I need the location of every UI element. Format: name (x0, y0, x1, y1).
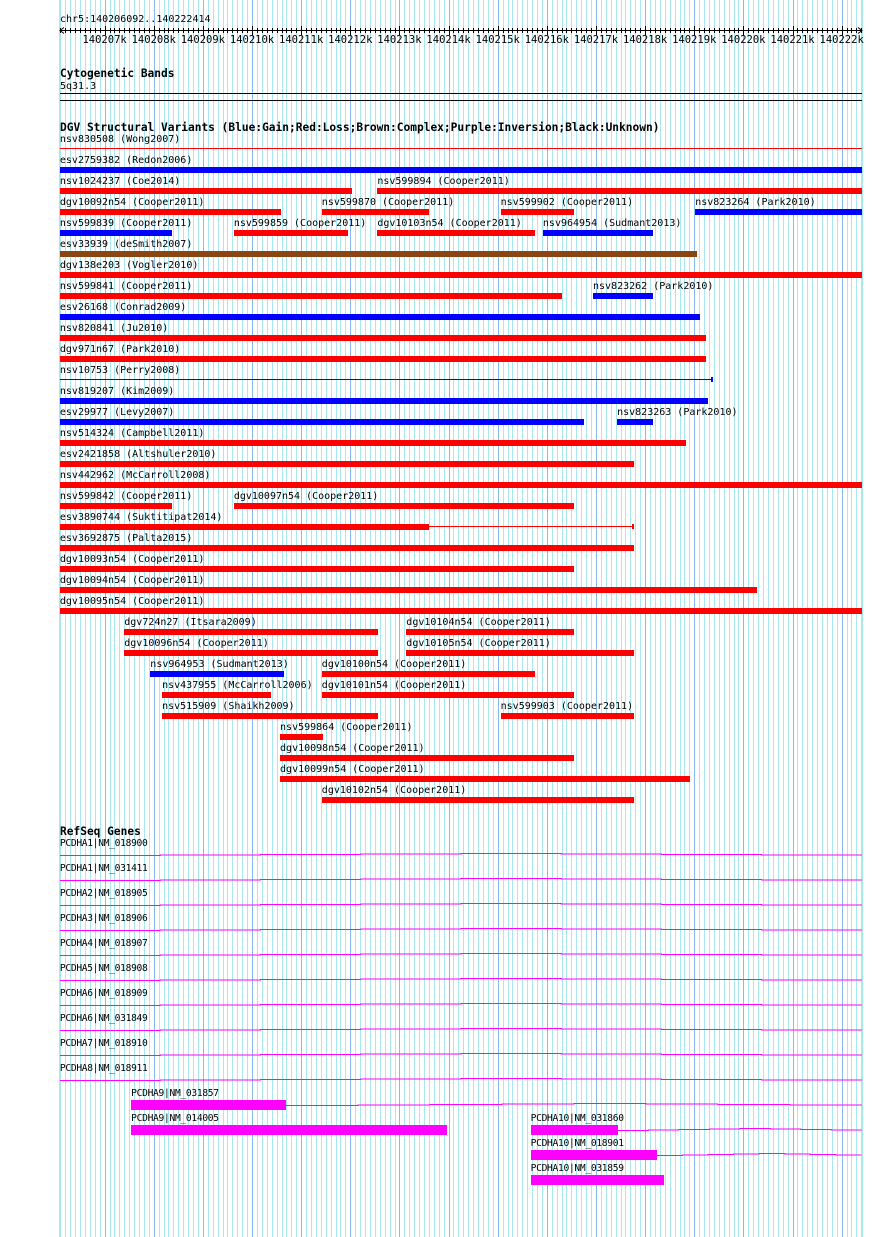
variant-label: dgv10092n54 (Cooper2011) (59, 197, 205, 208)
variant-label: dgv10103n54 (Cooper2011) (377, 218, 522, 229)
variant-bar[interactable] (60, 440, 686, 446)
gene-label: PCDHA10|NM_031860 (530, 1113, 624, 1124)
variant-label: nsv10753 (Perry2008) (59, 365, 181, 376)
ruler-tick-label: 140209k (180, 34, 225, 46)
variant-bar[interactable] (60, 503, 173, 509)
variant-bar-thin[interactable] (60, 379, 714, 380)
variant-bar[interactable] (60, 314, 700, 320)
gene-label: PCDHA1|NM_018900 (59, 838, 148, 849)
cytoband-line-bottom (60, 100, 862, 101)
variant-label: dgv724n27 (Itsara2009) (124, 617, 257, 628)
variant-bar[interactable] (60, 230, 173, 236)
variant-bar[interactable] (60, 272, 862, 278)
variant-bar[interactable] (150, 671, 284, 677)
variant-bar[interactable] (124, 629, 378, 635)
variant-bar[interactable] (280, 755, 574, 761)
variant-bar-thin[interactable] (60, 148, 862, 149)
variant-label: dgv971n67 (Park2010) (59, 344, 181, 355)
gene-exon[interactable] (131, 1100, 286, 1110)
variant-bar[interactable] (280, 734, 323, 740)
variant-label: esv26168 (Conrad2009) (59, 302, 187, 313)
ruler-tick-label: 140222k (819, 34, 864, 46)
variant-label: nsv437955 (McCarroll2006) (162, 680, 313, 691)
gene-label: PCDHA9|NM_031857 (131, 1088, 219, 1099)
variant-bar[interactable] (60, 209, 281, 215)
variant-label: esv33939 (deSmith2007) (59, 239, 193, 250)
variant-label: nsv442962 (McCarroll2008) (59, 470, 211, 481)
variant-label: dgv10101n54 (Cooper2011) (321, 680, 467, 691)
variant-bar[interactable] (124, 650, 378, 656)
variant-label: dgv10097n54 (Cooper2011) (233, 491, 379, 502)
variant-bar[interactable] (322, 209, 430, 215)
gene-exon[interactable] (531, 1150, 658, 1160)
variant-bar[interactable] (406, 629, 574, 635)
variant-label: esv2759382 (Redon2006) (59, 155, 193, 166)
cytoband-line-top (60, 93, 862, 94)
gene-intron-line (60, 949, 862, 961)
ruler-tick-label: 140219k (672, 34, 717, 46)
ruler-tick-label: 140215k (475, 34, 520, 46)
variant-label: esv2421858 (Altshuler2010) (59, 449, 217, 460)
variant-bar-thin[interactable] (429, 526, 634, 527)
gene-label: PCDHA6|NM_018909 (59, 988, 148, 999)
variant-label: nsv964953 (Sudmant2013) (150, 659, 289, 670)
gene-exon[interactable] (531, 1125, 618, 1135)
ruler-tick-label: 140217k (573, 34, 619, 46)
gene-exon[interactable] (131, 1125, 446, 1135)
gene-label: PCDHA7|NM_018910 (59, 1038, 148, 1049)
gene-label: PCDHA6|NM_031849 (59, 1013, 148, 1024)
variant-bar[interactable] (60, 167, 862, 173)
variant-bar[interactable] (322, 671, 535, 677)
gene-intron-line (60, 1074, 862, 1086)
variant-bar[interactable] (60, 566, 574, 572)
gene-intron-line (60, 974, 862, 986)
ruler-tick-label: 140207k (82, 34, 127, 46)
dgv-track-title: DGV Structural Variants (Blue:Gain;Red:Loss;Brown:Complex;Purple:Inversion;Black:Unknown) (60, 121, 660, 134)
variant-bar[interactable] (60, 608, 862, 614)
variant-label: dgv10096n54 (Cooper2011) (124, 638, 269, 649)
variant-bar[interactable] (234, 230, 348, 236)
variant-bar[interactable] (60, 356, 706, 362)
gene-intron-line (286, 1099, 862, 1111)
variant-bar[interactable] (322, 797, 635, 803)
variant-bar[interactable] (280, 776, 690, 782)
variant-end-tick (711, 377, 713, 382)
variant-bar[interactable] (60, 482, 862, 488)
variant-bar[interactable] (60, 188, 352, 194)
variant-label: nsv599894 (Cooper2011) (377, 176, 510, 187)
ruler-tick-label: 140220k (721, 34, 766, 46)
gene-intron-line (60, 1024, 862, 1036)
variant-bar[interactable] (60, 461, 634, 467)
variant-label: esv29977 (Levy2007) (59, 407, 175, 418)
gene-intron-line (60, 924, 862, 936)
gene-label: PCDHA10|NM_031859 (530, 1163, 624, 1174)
variant-bar[interactable] (162, 713, 378, 719)
variant-label: dgv10094n54 (Cooper2011) (59, 575, 205, 586)
variant-label: dgv10098n54 (Cooper2011) (280, 743, 425, 754)
variant-label: nsv823262 (Park2010) (593, 281, 714, 292)
ruler-tick-label: 140213k (377, 34, 422, 46)
variant-bar[interactable] (501, 209, 574, 215)
gene-intron-line (657, 1149, 861, 1161)
variant-label: esv3890744 (Suktitipat2014) (59, 512, 223, 523)
variant-label: nsv515909 (Shaikh2009) (162, 701, 295, 712)
variant-label: nsv599870 (Cooper2011) (321, 197, 455, 208)
gene-label: PCDHA2|NM_018905 (59, 888, 148, 899)
ruler-tick-label: 140221k (770, 34, 815, 46)
variant-label: dgv10104n54 (Cooper2011) (406, 617, 551, 628)
variant-bar[interactable] (377, 230, 535, 236)
variant-bar[interactable] (60, 251, 697, 257)
variant-label: nsv599903 (Cooper2011) (500, 701, 634, 712)
variant-label: nsv1024237 (Coe2014) (59, 176, 181, 187)
gene-label: PCDHA4|NM_018907 (59, 938, 148, 949)
variant-label: dgv10093n54 (Cooper2011) (59, 554, 205, 565)
variant-label: nsv830508 (Wong2007) (59, 134, 181, 145)
variant-bar[interactable] (60, 335, 706, 341)
gene-label: PCDHA9|NM_014005 (131, 1113, 219, 1124)
region-label: chr5:140206092..140222414 (60, 14, 211, 25)
variant-bar[interactable] (322, 692, 574, 698)
variant-bar[interactable] (406, 650, 634, 656)
variant-label: dgv138e203 (Vogler2010) (59, 260, 199, 271)
variant-bar[interactable] (60, 419, 584, 425)
variant-bar[interactable] (60, 587, 757, 593)
variant-end-tick (632, 524, 634, 529)
gene-label: PCDHA5|NM_018908 (59, 963, 148, 974)
variant-label: dgv10095n54 (Cooper2011) (59, 596, 205, 607)
variant-label: nsv599839 (Cooper2011) (59, 218, 193, 229)
variant-bar[interactable] (60, 545, 634, 551)
gene-label: PCDHA1|NM_031411 (59, 863, 148, 874)
ruler-tick-label: 140216k (524, 34, 569, 46)
variant-bar[interactable] (501, 713, 635, 719)
variant-label: dgv10102n54 (Cooper2011) (321, 785, 467, 796)
variant-label: nsv514324 (Campbell2011) (59, 428, 205, 439)
variant-label: nsv823263 (Park2010) (617, 407, 738, 418)
variant-label: nsv819207 (Kim2009) (59, 386, 175, 397)
ruler-tick-label: 140211k (279, 34, 324, 46)
variant-label: nsv599864 (Cooper2011) (280, 722, 413, 733)
variant-label: dgv10105n54 (Cooper2011) (406, 638, 551, 649)
gene-label: PCDHA10|NM_018901 (530, 1138, 624, 1149)
variant-bar[interactable] (377, 188, 861, 194)
variant-bar[interactable] (162, 692, 271, 698)
ruler-tick-label: 140208k (131, 34, 176, 46)
refseq-track-title: RefSeq Genes (60, 825, 141, 838)
variant-label: nsv599859 (Cooper2011) (233, 218, 367, 229)
variant-label: dgv10099n54 (Cooper2011) (280, 764, 425, 775)
ruler-tick-label: 140214k (426, 34, 471, 46)
variant-label: dgv10100n54 (Cooper2011) (321, 659, 467, 670)
variant-bar[interactable] (593, 293, 653, 299)
cytoband-label: 5q31.3 (60, 81, 97, 92)
variant-label: esv3692875 (Palta2015) (59, 533, 193, 544)
ruler-tick-label: 140212k (328, 34, 373, 46)
variant-bar[interactable] (60, 293, 562, 299)
gene-label: PCDHA3|NM_018906 (59, 913, 148, 924)
cytoband-track-title: Cytogenetic Bands (60, 67, 175, 80)
ruler-tick-label: 140210k (229, 34, 275, 46)
variant-label: nsv599841 (Cooper2011) (59, 281, 193, 292)
gene-exon[interactable] (531, 1175, 665, 1185)
gene-label: PCDHA8|NM_018911 (59, 1063, 148, 1074)
variant-bar[interactable] (617, 419, 653, 425)
variant-label: nsv820841 (Ju2010) (59, 323, 169, 334)
gene-intron-line (60, 999, 862, 1011)
gene-intron-line (60, 849, 862, 861)
ruler-tick-label: 140218k (622, 34, 668, 46)
variant-label: nsv823264 (Park2010) (695, 197, 816, 208)
gene-intron-line (60, 1049, 862, 1061)
gene-intron-line (618, 1124, 862, 1136)
variant-bar[interactable] (543, 230, 654, 236)
gene-intron-line (60, 899, 862, 911)
gene-intron-line (60, 874, 862, 886)
variant-label: nsv599842 (Cooper2011) (59, 491, 193, 502)
variant-bar[interactable] (60, 398, 708, 404)
variant-bar[interactable] (234, 503, 574, 509)
variant-label: nsv964954 (Sudmant2013) (542, 218, 682, 229)
variant-label: nsv599902 (Cooper2011) (500, 197, 634, 208)
variant-bar[interactable] (695, 209, 862, 215)
variant-bar[interactable] (60, 524, 430, 530)
